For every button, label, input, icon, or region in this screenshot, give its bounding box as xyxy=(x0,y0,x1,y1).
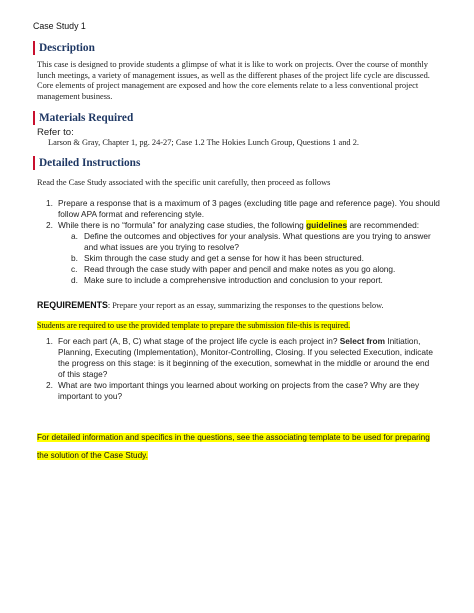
sub-list-item xyxy=(71,264,440,275)
sub-list-item-text: Make sure to include a comprehensive introduction and conclusion to your report. xyxy=(84,275,383,285)
list-item-number: 2. xyxy=(46,220,53,230)
sub-list-item xyxy=(71,275,440,286)
guidelines-highlight: guidelines xyxy=(306,220,348,230)
sub-list-item-text: Skim through the case study and get a sense for how it has been structured. xyxy=(84,253,364,263)
instructions-heading: Detailed Instructions xyxy=(39,157,141,169)
question-text-after: Initiation, Planning, Executing (Implementation), Monitor-Controlling, Closing. If you selected Execution, indicate the progress on this stage: is it beginning of the execution, somewhat in the middle or around the end of this stage? xyxy=(58,336,433,379)
template-note-wrapper xyxy=(37,315,442,333)
footer-note: For detailed information and specifics in the questions, see the associating template to be used for preparing the solution of the Case Study. xyxy=(37,433,430,460)
sub-list-item xyxy=(71,231,440,253)
instructions-intro: Read the Case Study associated with the specific unit carefully, then proceed as follows xyxy=(37,178,331,187)
section-accent-bar xyxy=(33,111,35,125)
question-text-before: For each part (A, B, C) what stage of the project life cycle is each project in? xyxy=(58,336,340,346)
refer-to-text: Larson & Gray, Chapter 1, pg. 24-27; Case 1.2 The Hokies Lunch Group, Questions 1 and 2. xyxy=(48,138,359,147)
sub-list-item-letter: c. xyxy=(71,264,78,274)
sub-list-item xyxy=(71,253,440,264)
instructions-list xyxy=(46,198,440,286)
list-item-number: 2. xyxy=(46,380,53,390)
sub-list-item-text: Define the outcomes and objectives for your analysis. What questions are you trying to answer and what issues are you trying to resolve? xyxy=(84,231,431,252)
sub-list-item-letter: a. xyxy=(71,231,78,241)
requirements-text: : Prepare your report as an essay, summarizing the responses to the questions below. xyxy=(107,301,384,310)
sub-list-item-letter: b. xyxy=(71,253,78,263)
description-heading: Description xyxy=(39,42,95,54)
description-text: This case is designed to provide students a glimpse of what it is like to work on projects. Over the course of monthly lunch meetings, a variety of management issues, as well as the different phases of the project life cycle are discussed. Core elements of project management are exposed and how the core elements relate to a less conventional project management business. xyxy=(37,60,430,101)
list-item-number: 1. xyxy=(46,336,53,346)
question-text: What are two important things you learned about working on projects from the case? Why are they important to you? xyxy=(58,380,420,401)
list-item-text-before: While there is no “formula” for analyzing case studies, the following xyxy=(58,220,307,230)
question-bold-text: Select from xyxy=(339,336,385,346)
requirements-line xyxy=(37,295,442,313)
materials-heading: Materials Required xyxy=(39,112,134,124)
questions-list xyxy=(46,336,438,402)
sub-list-item-letter: d. xyxy=(71,275,78,285)
footer-note-wrapper xyxy=(37,427,439,463)
refer-to-label: Refer to: xyxy=(37,127,74,138)
list-item-text-after: are recommended: xyxy=(347,220,420,230)
list-item xyxy=(46,198,440,220)
list-item-number: 1. xyxy=(46,198,53,208)
requirements-label: REQUIREMENTS xyxy=(37,300,108,310)
list-item xyxy=(46,380,438,402)
template-note: Students are required to use the provided template to prepare the submission file-this is required. xyxy=(37,321,351,330)
list-item xyxy=(46,220,440,231)
list-item-text: Prepare a response that is a maximum of 3 pages (excluding title page and reference page). You should follow APA format and referencing style. xyxy=(58,198,440,219)
section-accent-bar xyxy=(33,41,35,55)
section-accent-bar xyxy=(33,156,35,170)
list-item xyxy=(46,336,438,380)
document-header-title: Case Study 1 xyxy=(33,21,86,31)
sub-list-item-text: Read through the case study with paper and pencil and make notes as you go along. xyxy=(84,264,396,274)
